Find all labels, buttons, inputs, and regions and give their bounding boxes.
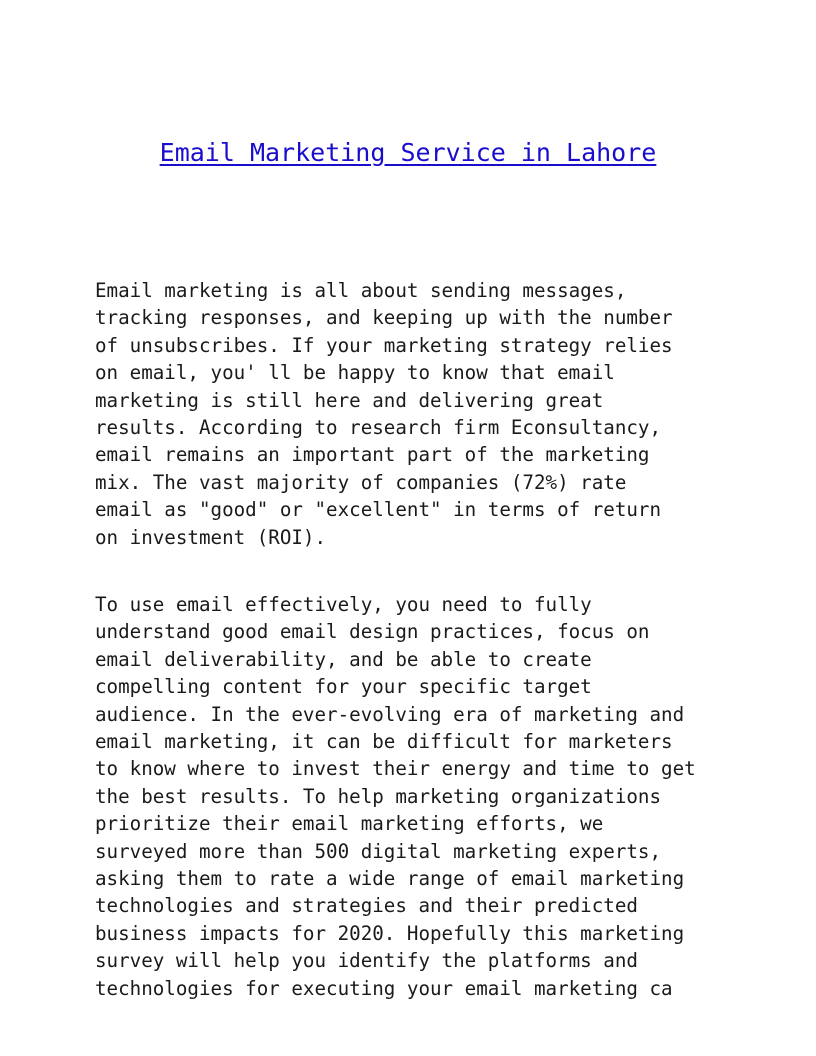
paragraph-line: email remains an important part of the marketing <box>95 443 650 467</box>
paragraph-line: audience. In the ever-evolving era of marketing and <box>95 702 685 726</box>
paragraph-line: on email, you' ll be happy to know that email <box>95 361 615 385</box>
paragraph-line: business impacts for 2020. Hopefully this marketing <box>95 921 685 945</box>
paragraph-line: survey will help you identify the platforms and <box>95 949 638 973</box>
paragraph-line: on investment (ROI). <box>95 525 327 549</box>
paragraph-line: results. According to research firm Econsultancy, <box>95 416 662 440</box>
paragraph-line: technologies for executing your email marketing ca <box>95 976 673 1000</box>
paragraph-line: tracking responses, and keeping up with the number <box>95 306 673 330</box>
paragraph-line: email deliverability, and be able to create <box>95 647 592 671</box>
page-title-link[interactable]: Email Marketing Service in Lahore <box>159 138 657 167</box>
paragraph-line: email as "good" or "excellent" in terms of return <box>95 498 662 522</box>
paragraph-line: technologies and strategies and their predicted <box>95 894 638 918</box>
paragraph-line: of unsubscribes. If your marketing strategy relies <box>95 333 673 357</box>
paragraph-line: marketing is still here and delivering great <box>95 388 604 412</box>
title-container <box>0 138 816 167</box>
paragraph-line: mix. The vast majority of companies (72%) rate <box>95 470 627 494</box>
paragraph-2 <box>95 591 735 1002</box>
paragraph-line: the best results. To help marketing organizations <box>95 784 662 808</box>
paragraph-line: Email marketing is all about sending messages, <box>95 279 627 302</box>
paragraph-line: to know where to invest their energy and time to get <box>95 757 696 781</box>
paragraph-1 <box>95 277 735 551</box>
paragraph-line: To use email effectively, you need to fully <box>95 593 592 616</box>
paragraph-line: prioritize their email marketing efforts, we <box>95 812 604 836</box>
paragraph-line: surveyed more than 500 digital marketing experts, <box>95 839 662 863</box>
paragraph-line: asking them to rate a wide range of email marketing <box>95 867 685 891</box>
paragraph-line: compelling content for your specific target <box>95 675 592 699</box>
paragraph-line: email marketing, it can be difficult for marketers <box>95 730 673 754</box>
paragraph-line: understand good email design practices, focus on <box>95 620 650 644</box>
